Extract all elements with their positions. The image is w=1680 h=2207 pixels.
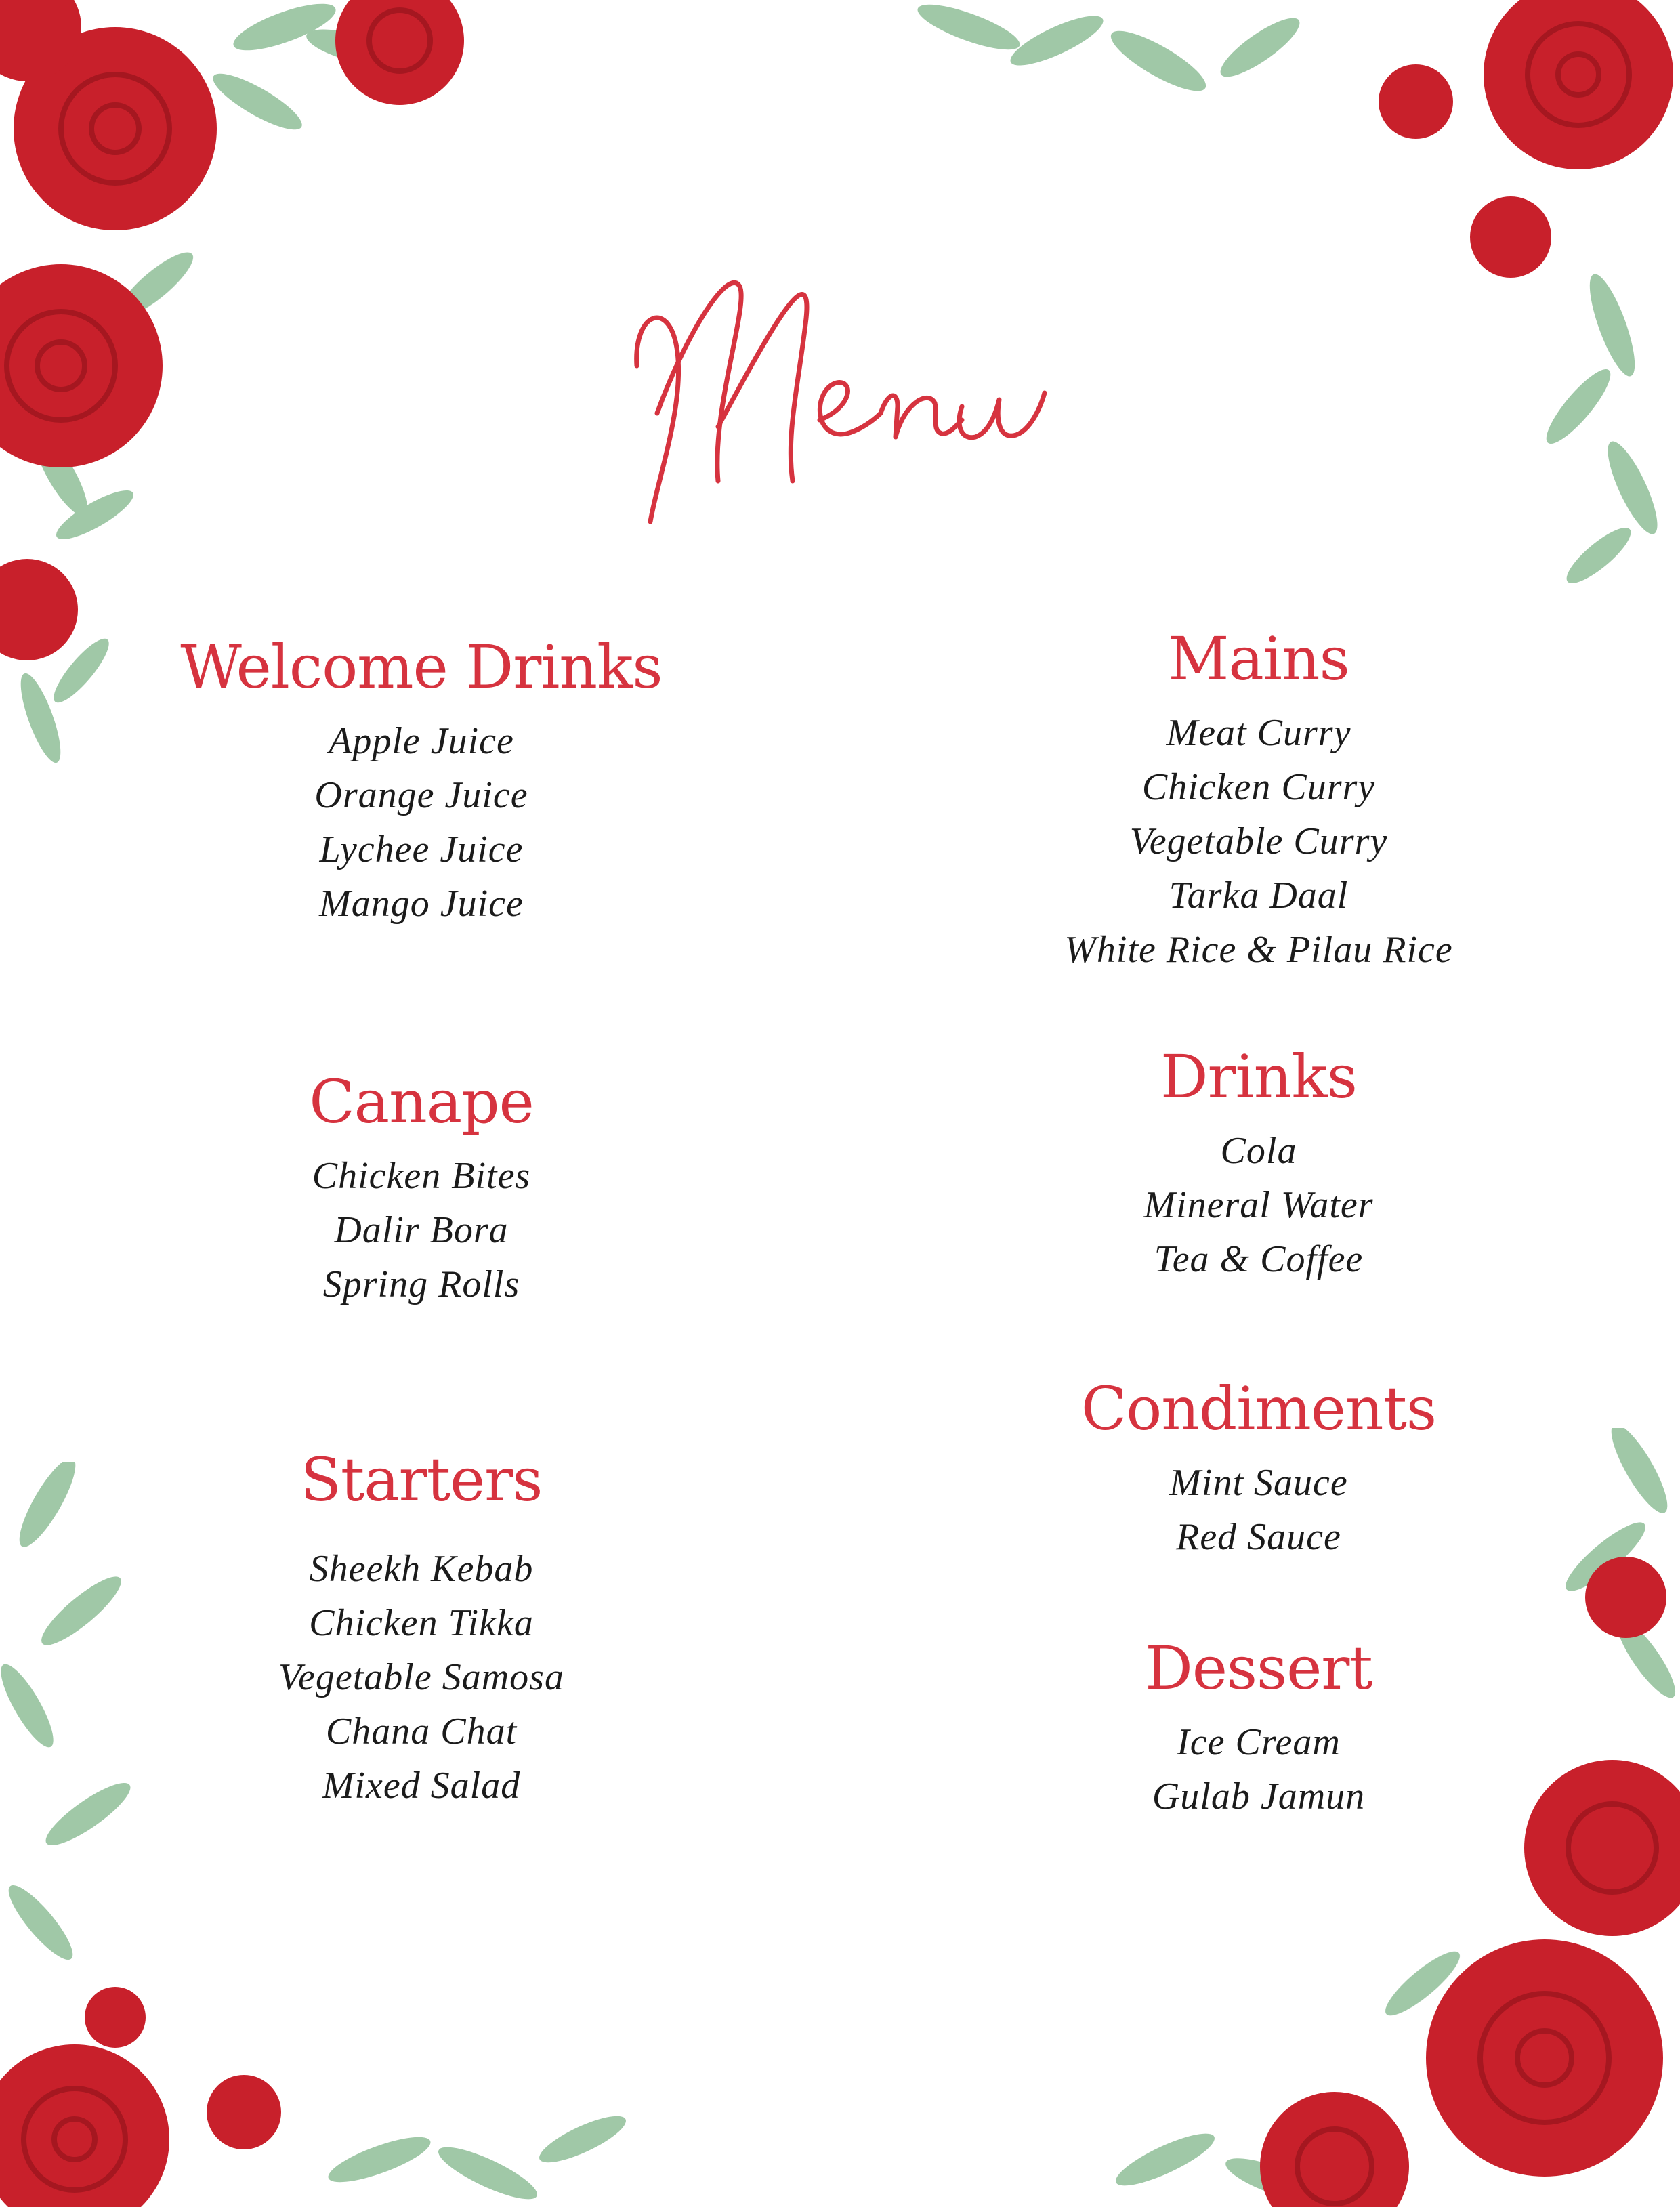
list-item: Tarka Daal: [1169, 875, 1349, 917]
item-list: [117, 1542, 726, 1813]
list-item: Dalir Bora: [334, 1209, 509, 1251]
section-heading: Condiments: [1080, 1374, 1437, 1444]
list-item: Mango Juice: [319, 883, 524, 925]
list-item: Vegetable Curry: [1129, 820, 1388, 862]
item-list: [954, 1124, 1563, 1286]
list-item: Chicken Curry: [1141, 766, 1376, 808]
menu-title: [0, 257, 1680, 542]
list-item: White Rice & Pilau Rice: [1064, 929, 1453, 971]
list-item: Sheekh Kebab: [309, 1548, 534, 1590]
section-mains: [954, 622, 1563, 977]
section-heading: Welcome Drinks: [180, 632, 663, 702]
section-heading: Starters: [300, 1445, 543, 1515]
list-item: Mint Sauce: [1169, 1462, 1348, 1504]
section-welcome-drinks: [117, 630, 726, 931]
list-item: Meat Curry: [1166, 712, 1351, 754]
menu-title-text: [0, 257, 1680, 258]
list-item: Vegetable Samosa: [278, 1656, 564, 1698]
list-item: Red Sauce: [1176, 1516, 1341, 1558]
list-item: Mixed Salad: [322, 1765, 521, 1807]
section-heading: Drinks: [1160, 1042, 1357, 1112]
list-item: Apple Juice: [329, 720, 514, 762]
section-heading: Dessert: [1145, 1633, 1372, 1703]
item-list: [117, 1149, 726, 1311]
item-list: [954, 706, 1563, 977]
section-heading: Canape: [309, 1067, 534, 1137]
section-canape: [117, 1065, 726, 1311]
list-item: Mineral Water: [1143, 1184, 1374, 1226]
list-item: Spring Rolls: [322, 1263, 520, 1305]
section-condiments: [954, 1372, 1563, 1564]
list-item: Chana Chat: [325, 1710, 518, 1752]
list-item: Cola: [1220, 1130, 1297, 1172]
item-list: [117, 714, 726, 931]
menu-script-lettering-icon: [630, 257, 1050, 542]
list-item: Gulab Jamun: [1152, 1775, 1366, 1817]
section-dessert: [954, 1631, 1563, 1824]
list-item: Ice Cream: [1177, 1721, 1341, 1763]
list-item: Chicken Tikka: [309, 1602, 534, 1644]
item-list: [954, 1715, 1563, 1824]
section-drinks: [954, 1040, 1563, 1286]
list-item: Lychee Juice: [319, 828, 524, 870]
list-item: Tea & Coffee: [1154, 1238, 1364, 1280]
list-item: Orange Juice: [314, 774, 528, 816]
item-list: [954, 1456, 1563, 1564]
section-heading: Mains: [1168, 624, 1349, 694]
section-starters: [117, 1443, 726, 1813]
list-item: Chicken Bites: [312, 1155, 531, 1197]
